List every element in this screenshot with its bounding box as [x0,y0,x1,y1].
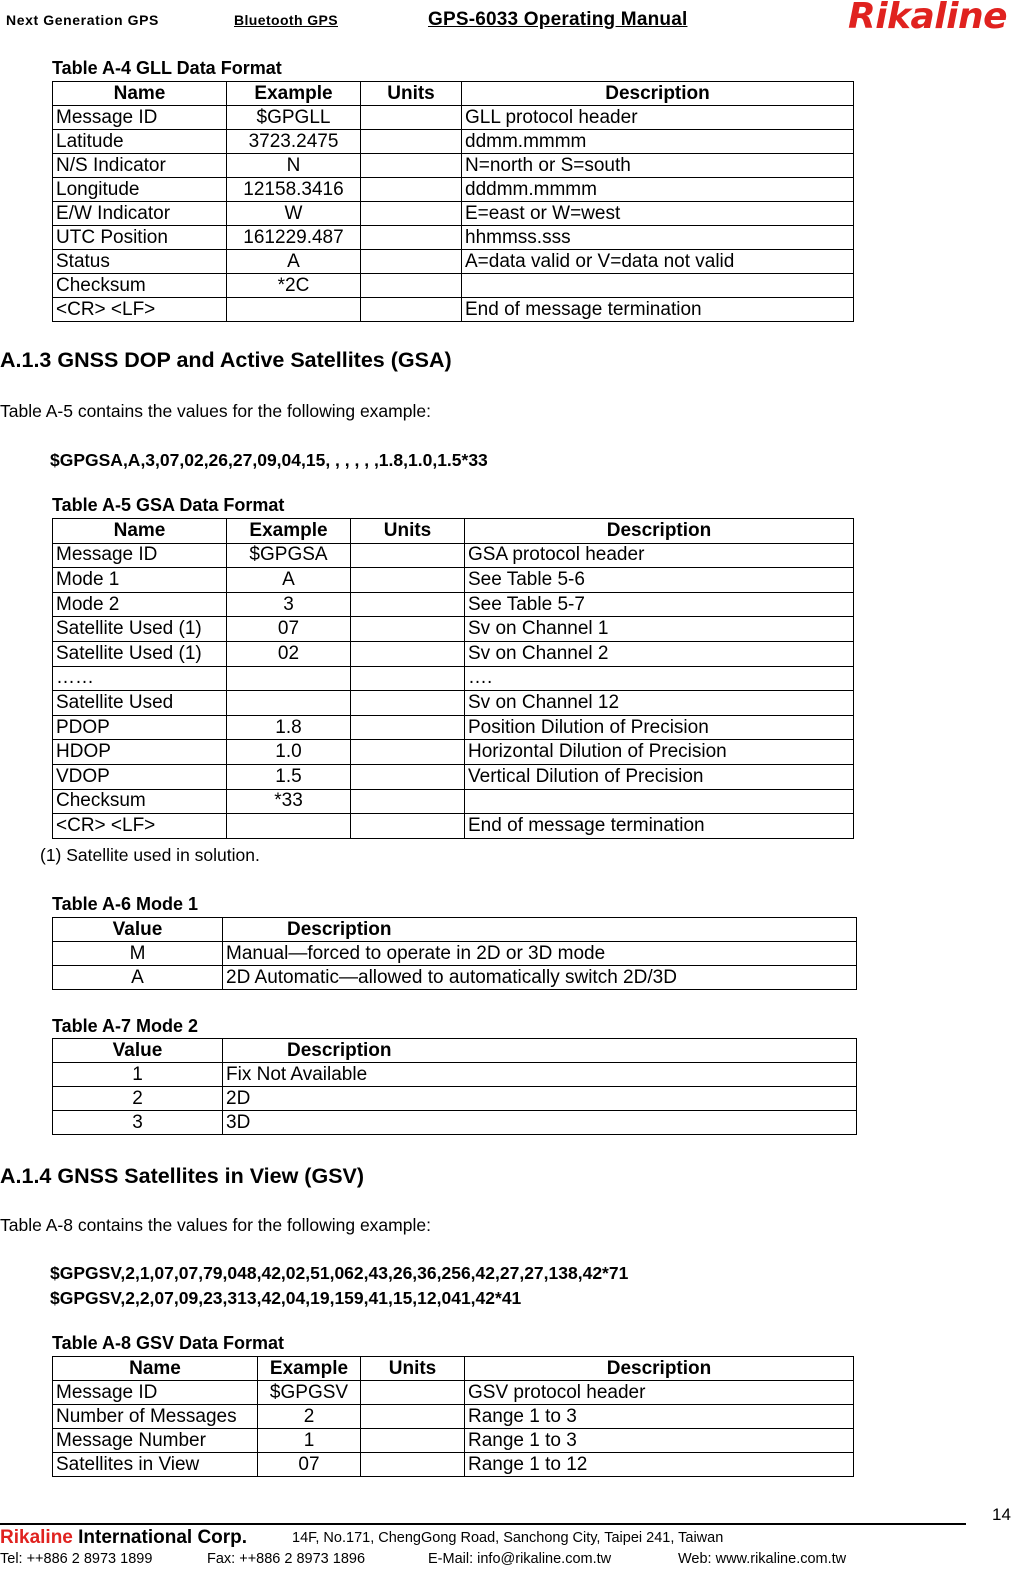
table-cell [361,202,462,226]
table-cell [361,1429,465,1453]
table-cell: E/W Indicator [53,202,227,226]
column-header: Description [465,519,854,544]
table-cell: 2 [53,1087,223,1111]
table-cell: *2C [227,274,361,298]
table-cell [227,814,351,839]
table-a6-caption: Table A-6 Mode 1 [52,894,199,914]
footer-tel: Tel: ++886 2 8973 1899 [0,1551,153,1567]
table-row [53,666,854,691]
table-cell: GSV protocol header [465,1381,854,1405]
table-cell [361,106,462,130]
table-row [53,1429,854,1453]
table-cell [351,568,465,593]
table-cell: 2D [223,1087,857,1111]
table-cell: Horizontal Dilution of Precision [465,740,854,765]
table-a4-caption: Table A-4 GLL Data Format [52,58,282,78]
table-cell: 3 [227,592,351,617]
column-header: Units [361,1357,465,1381]
rikaline-logo: Rikaline [848,0,1008,37]
table-cell: E=east or W=west [462,202,854,226]
table-cell: W [227,202,361,226]
table-cell: Checksum [53,789,227,814]
table-cell: M [53,942,223,966]
table-cell: 3723.2475 [227,130,361,154]
table-cell: 1.5 [227,764,351,789]
table-cell: 12158.3416 [227,178,361,202]
table-cell: 2D Automatic—allowed to automatically switch 2D/3D [223,966,857,990]
table-cell: Satellite Used (1) [53,617,227,642]
table-a5-footnote: (1) Satellite used in solution. [40,845,260,865]
table-a4 [52,81,854,322]
table-row [53,274,854,298]
table-cell: A [227,568,351,593]
table-row [53,1063,857,1087]
table-cell: A [227,250,361,274]
table-row [53,691,854,716]
table-row [53,226,854,250]
table-cell: Sv on Channel 1 [465,617,854,642]
table-cell: Position Dilution of Precision [465,715,854,740]
footer-company-rest: International Corp. [72,1527,248,1548]
column-header: Name [53,1357,258,1381]
table-cell: Message ID [53,106,227,130]
table-cell: Mode 1 [53,568,227,593]
table-cell: 161229.487 [227,226,361,250]
page-number: 14 [992,1505,1011,1524]
table-a5-caption: Table A-5 GSA Data Format [52,495,285,515]
table-cell: UTC Position [53,226,227,250]
table-cell [351,789,465,814]
table-cell: 3 [53,1111,223,1135]
table-cell [361,130,462,154]
gsv-example-sentence-1: $GPGSV,2,1,07,07,79,048,42,02,51,062,43,26,36,256,42,27,27,138,42*71 [50,1263,629,1283]
table-cell: Checksum [53,274,227,298]
table-cell: …… [53,666,227,691]
section-a14-intro: Table A-8 contains the values for the following example: [0,1215,431,1235]
table-cell: Latitude [53,130,227,154]
table-cell: A=data valid or V=data not valid [462,250,854,274]
gsv-example-sentence-2: $GPGSV,2,2,07,09,23,313,42,04,19,159,41,15,12,041,42*41 [50,1288,522,1308]
table-cell: Vertical Dilution of Precision [465,764,854,789]
table-cell: 07 [258,1453,361,1477]
table-row [53,1405,854,1429]
table-row [53,1453,854,1477]
table-row [53,715,854,740]
column-header: Description [462,82,854,106]
table-cell: 1.8 [227,715,351,740]
table-cell: 1.0 [227,740,351,765]
table-a8 [52,1356,854,1477]
table-row [53,543,854,568]
table-cell: PDOP [53,715,227,740]
column-header: Description [465,1357,854,1381]
table-cell: VDOP [53,764,227,789]
table-cell: $GPGSA [227,543,351,568]
column-header: Example [227,519,351,544]
table-cell: Range 1 to 3 [465,1429,854,1453]
column-header: Units [351,519,465,544]
table-cell: hhmmss.sss [462,226,854,250]
column-header: Name [53,82,227,106]
table-row [53,764,854,789]
table-cell: Longitude [53,178,227,202]
table-cell: Satellite Used (1) [53,641,227,666]
table-row [53,568,854,593]
table-cell: 3D [223,1111,857,1135]
table-row [53,130,854,154]
table-row [53,298,854,322]
table-cell: See Table 5-7 [465,592,854,617]
table-cell: *33 [227,789,351,814]
table-cell [227,666,351,691]
table-row [53,814,854,839]
table-cell: See Table 5-6 [465,568,854,593]
table-cell: Range 1 to 3 [465,1405,854,1429]
table-cell: Mode 2 [53,592,227,617]
table-cell: Message Number [53,1429,258,1453]
table-cell: Message ID [53,543,227,568]
table-cell [462,274,854,298]
column-header: Example [227,82,361,106]
table-row [53,641,854,666]
table-cell: Sv on Channel 2 [465,641,854,666]
table-cell: Status [53,250,227,274]
table-cell: 07 [227,617,351,642]
table-cell: Satellites in View [53,1453,258,1477]
table-row [53,202,854,226]
header-product-line: Next Generation GPS [6,12,159,28]
column-header: Description [223,1039,857,1063]
table-cell [361,154,462,178]
table-cell [361,226,462,250]
table-a7 [52,1038,857,1135]
table-cell [361,298,462,322]
table-cell: Number of Messages [53,1405,258,1429]
table-a8-caption: Table A-8 GSV Data Format [52,1333,285,1353]
table-cell [361,1453,465,1477]
column-header: Name [53,519,227,544]
footer-company-brand: Rikaline [0,1527,73,1548]
table-cell: 2 [258,1405,361,1429]
table-row [53,966,857,990]
column-header: Example [258,1357,361,1381]
section-a13-heading: A.1.3 GNSS DOP and Active Satellites (GSA) [0,348,452,372]
table-row [53,789,854,814]
table-row [53,592,854,617]
table-row [53,942,857,966]
table-row [53,1381,854,1405]
table-cell [351,617,465,642]
table-cell: ddmm.mmmm [462,130,854,154]
footer-email[interactable]: E-Mail: info@rikaline.com.tw [428,1551,612,1567]
table-row [53,154,854,178]
column-header: Value [53,1039,223,1063]
table-header-row [53,1039,857,1063]
table-row [53,106,854,130]
table-cell [351,764,465,789]
table-cell: Range 1 to 12 [465,1453,854,1477]
table-cell: A [53,966,223,990]
table-a5 [52,518,854,839]
table-cell: <CR> <LF> [53,814,227,839]
table-cell [351,740,465,765]
footer-divider [0,1523,966,1525]
table-row [53,1111,857,1135]
table-cell [361,250,462,274]
table-cell: dddmm.mmmm [462,178,854,202]
table-a6 [52,917,857,990]
table-cell: <CR> <LF> [53,298,227,322]
table-header-row [53,519,854,544]
table-cell [351,543,465,568]
table-cell [351,641,465,666]
table-cell: GSA protocol header [465,543,854,568]
table-cell [351,666,465,691]
table-cell: 02 [227,641,351,666]
table-cell: N [227,154,361,178]
table-cell: End of message termination [465,814,854,839]
table-cell: 1 [53,1063,223,1087]
table-header-row [53,918,857,942]
table-row [53,617,854,642]
footer-web[interactable]: Web: www.rikaline.com.tw [678,1551,847,1567]
table-cell [361,1405,465,1429]
table-a7-caption: Table A-7 Mode 2 [52,1016,199,1036]
table-cell: 1 [258,1429,361,1453]
table-cell: GLL protocol header [462,106,854,130]
table-cell: N=north or S=south [462,154,854,178]
table-row [53,250,854,274]
table-row [53,740,854,765]
footer-address: 14F, No.171, ChengGong Road, Sanchong City, Taipei 241, Taiwan [292,1530,724,1546]
table-header-row [53,1357,854,1381]
table-cell: $GPGSV [258,1381,361,1405]
table-cell: $GPGLL [227,106,361,130]
table-cell [465,789,854,814]
table-row [53,1087,857,1111]
table-cell [351,715,465,740]
column-header: Description [223,918,857,942]
table-cell [361,178,462,202]
table-header-row [53,82,854,106]
table-row [53,178,854,202]
table-cell: Message ID [53,1381,258,1405]
column-header: Value [53,918,223,942]
header-title: GPS-6033 Operating Manual [428,9,688,30]
footer-company [0,1527,247,1549]
table-cell: Manual—forced to operate in 2D or 3D mode [223,942,857,966]
section-a13-intro: Table A-5 contains the values for the following example: [0,401,431,421]
header-bluetooth-link[interactable]: Bluetooth GPS [234,12,338,28]
table-cell: Satellite Used [53,691,227,716]
column-header: Units [361,82,462,106]
table-cell: …. [465,666,854,691]
table-cell: Fix Not Available [223,1063,857,1087]
table-cell [361,274,462,298]
footer-fax: Fax: ++886 2 8973 1896 [207,1551,366,1567]
table-cell [351,592,465,617]
table-cell: End of message termination [462,298,854,322]
table-cell [351,814,465,839]
table-cell: Sv on Channel 12 [465,691,854,716]
table-cell [351,691,465,716]
section-a14-heading: A.1.4 GNSS Satellites in View (GSV) [0,1164,365,1188]
table-cell [227,298,361,322]
gsa-example-sentence: $GPGSA,A,3,07,02,26,27,09,04,15, , , , , ,1.8,1.0,1.5*33 [50,450,488,470]
table-cell [227,691,351,716]
table-cell [361,1381,465,1405]
table-cell: N/S Indicator [53,154,227,178]
table-cell: HDOP [53,740,227,765]
